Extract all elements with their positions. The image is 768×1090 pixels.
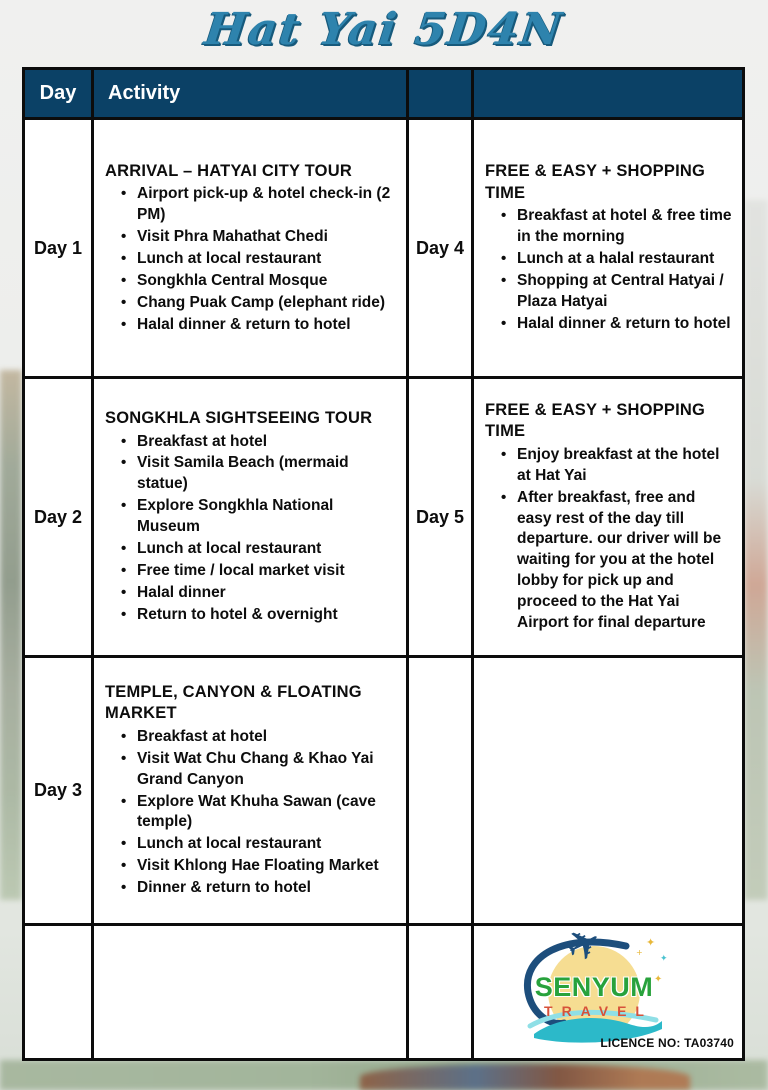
activity-item: • Airport pick-up & hotel check-in (2 PM) <box>120 184 398 226</box>
day-1-activity-cell <box>94 120 406 376</box>
activity-item: • Visit Phra Mahathat Chedi <box>120 227 398 248</box>
header-cell-empty-2 <box>474 70 742 117</box>
day-5-activity-list <box>500 444 734 634</box>
day-4-label: Day 4 <box>415 237 465 258</box>
day-4-activity-list <box>500 205 734 335</box>
header-cell-empty-1 <box>409 70 471 117</box>
header-cell-activity <box>94 70 406 117</box>
activity-item: • Explore Songkhla National Museum <box>120 496 398 538</box>
sparkle-icon: ✦ <box>654 974 663 985</box>
day-4-activity-cell <box>474 120 742 376</box>
empty-activity-cell <box>474 658 742 923</box>
senyum-travel-logo <box>504 914 684 1046</box>
airplane-icon: ✈ <box>556 914 611 975</box>
empty-day-cell <box>409 658 471 923</box>
day-3-heading: TEMPLE, CANYON & FLOATING MARKET <box>105 682 362 723</box>
footer-logo-cell <box>474 914 742 1058</box>
day-3-cell <box>25 658 91 923</box>
day-1-activity-list <box>120 183 398 335</box>
background-photo-bottom-strip <box>0 1060 768 1090</box>
sparkle-icon: ✦ <box>646 936 656 949</box>
day-5-heading: FREE & EASY + SHOPPING TIME <box>485 400 706 441</box>
activity-item: • Halal dinner & return to hotel <box>500 314 734 335</box>
activity-item: • Lunch at local restaurant <box>120 834 398 855</box>
day-1-heading: ARRIVAL – HATYAI CITY TOUR <box>105 161 352 180</box>
activity-item: • Halal dinner & return to hotel <box>120 315 398 336</box>
day-2-activity-list <box>120 431 398 626</box>
day-2-label: Day 2 <box>33 506 83 527</box>
header-cell-day <box>25 70 91 117</box>
day-3-activity-list <box>120 726 398 899</box>
logo-brand-name: SENYUM <box>534 972 654 1002</box>
day-2-cell <box>25 379 91 655</box>
activity-item: • Visit Wat Chu Chang & Khao Yai Grand Canyon <box>120 749 398 791</box>
activity-item: • Lunch at local restaurant <box>120 539 398 560</box>
day-1-cell <box>25 120 91 376</box>
day-3-label: Day 3 <box>33 780 83 800</box>
activity-item: • Enjoy breakfast at the hotel at Hat Yai <box>500 445 734 487</box>
page-title: Hat Yai 5D4N <box>201 4 567 55</box>
activity-item: • Halal dinner <box>120 583 398 604</box>
day-5-cell <box>409 379 471 655</box>
activity-column-header: Activity <box>108 82 181 104</box>
activity-item: • Free time / local market visit <box>120 561 398 582</box>
day-5-label: Day 5 <box>415 506 465 527</box>
itinerary-table <box>22 67 745 1061</box>
activity-item: • Breakfast at hotel <box>120 432 398 453</box>
activity-item: • Visit Khlong Hae Floating Market <box>120 856 398 877</box>
background-photo-left-edge <box>0 370 22 900</box>
activity-item: • Return to hotel & overnight <box>120 605 398 626</box>
licence-number: LICENCE NO: TA03740 <box>600 1036 734 1050</box>
footer-empty-cell-1 <box>25 926 91 1058</box>
activity-item: • Lunch at a halal restaurant <box>500 249 734 270</box>
day-1-label: Day 1 <box>33 237 83 258</box>
day-3-activity-cell <box>94 658 406 923</box>
sparkle-icon: + <box>636 948 643 957</box>
background-photo-right-edge <box>744 200 768 900</box>
footer-empty-cell-3 <box>409 926 471 1058</box>
sparkle-icon: ✦ <box>660 954 668 964</box>
activity-item: • Dinner & return to hotel <box>120 878 398 899</box>
day-2-activity-cell <box>94 379 406 655</box>
activity-item: • Lunch at local restaurant <box>120 249 398 270</box>
activity-item: • After breakfast, free and easy rest of the day till departure. our driver will be waiting for you at the hotel lobby for pick up and proceed to the Hat Yai Airport for final departure <box>500 488 734 634</box>
activity-item: • Shopping at Central Hatyai / Plaza Hatyai <box>500 271 734 313</box>
day-4-heading: FREE & EASY + SHOPPING TIME <box>485 162 706 202</box>
activity-item: • Chang Puak Camp (elephant ride) <box>120 293 398 314</box>
day-column-header: Day <box>39 82 77 104</box>
activity-item: • Breakfast at hotel <box>120 727 398 748</box>
logo-brand-sub: TRAVEL <box>544 1003 653 1019</box>
activity-item: • Breakfast at hotel & free time in the morning <box>500 206 734 248</box>
activity-item: • Songkhla Central Mosque <box>120 271 398 292</box>
day-5-activity-cell <box>474 379 742 655</box>
day-2-heading: SONGKHLA SIGHTSEEING TOUR <box>105 409 373 428</box>
day-4-cell <box>409 120 471 376</box>
activity-item: • Explore Wat Khuha Sawan (cave temple) <box>120 792 398 834</box>
footer-empty-cell-2 <box>94 926 406 1058</box>
background-boat-photo <box>360 1064 690 1090</box>
activity-item: • Visit Samila Beach (mermaid statue) <box>120 453 398 495</box>
